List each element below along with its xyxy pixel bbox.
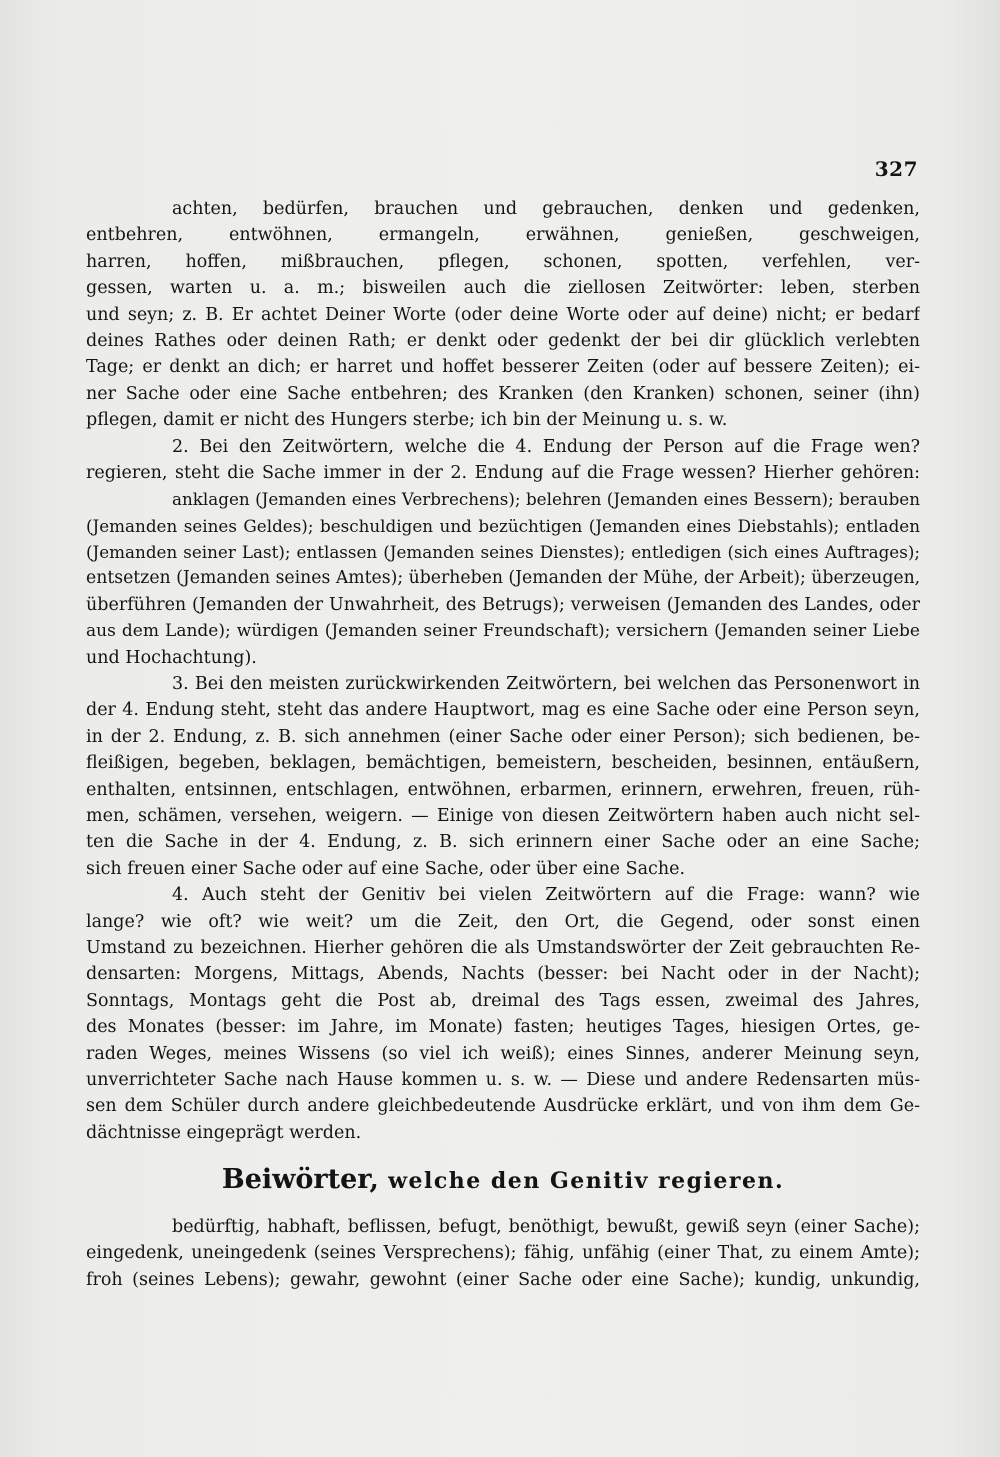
text-line: sich freuen einer Sache oder auf eine Sache, oder über eine Sache. — [86, 858, 686, 879]
section-heading-rest: welche den Genitiv regieren. — [378, 1168, 785, 1195]
text-line: (Jemanden seines Geldes); beschuldigen und bezüchtigen (Jemanden eines Diebstahls); entladen — [86, 515, 920, 536]
text-line: ner Sache oder eine Sache entbehren; des Kranken (den Kranken) schonen, seiner (ihn) — [86, 383, 920, 404]
text-line: (Jemanden seiner Last); entlassen (Jemanden seines Dienstes); entledigen (sich eines Auftrages); — [86, 542, 920, 563]
text-line: unverrichteter Sache nach Hause kommen u. s. w. — Diese und andere Redensarten müs- — [86, 1069, 920, 1090]
text-line: men, schämen, versehen, weigern. — Einige von diesen Zeitwörtern haben auch nicht sel- — [86, 805, 920, 826]
text-line: regieren, steht die Sache immer in der 2. Endung auf die Frage wessen? Hierher gehören: — [86, 462, 920, 483]
text-line: densarten: Morgens, Mittags, Abends, Nachts (besser: bei Nacht oder in der Nacht); — [86, 964, 920, 985]
text-line: in der 2. Endung, z. B. sich annehmen (einer Sache oder einer Person); sich bedienen, be- — [86, 726, 920, 747]
text-line: sen dem Schüler durch andere gleichbedeutende Ausdrücke erklärt, und von ihm dem Ge- — [86, 1096, 920, 1117]
text-line: und Hochachtung). — [86, 647, 257, 668]
text-line: 4. Auch steht der Genitiv bei vielen Zeitwörtern auf die Frage: wann? wie — [172, 885, 920, 906]
text-line: des Monates (besser: im Jahre, im Monate) fasten; heutiges Tages, hiesigen Ortes, ge- — [86, 1017, 920, 1038]
text-line: raden Weges, meines Wissens (so viel ich weiß); eines Sinnes, anderer Meinung seyn, — [86, 1043, 920, 1064]
text-line: gessen, warten u. a. m.; bisweilen auch die ziellosen Zeitwörter: leben, sterben — [86, 278, 920, 299]
paragraph-block — [86, 1214, 920, 1293]
paragraph-block — [86, 196, 920, 1146]
text-line: dächtnisse eingeprägt werden. — [86, 1122, 362, 1143]
text-line: enthalten, entsinnen, entschlagen, entwöhnen, erbarmen, erinnern, erwehren, freuen, rüh- — [86, 779, 920, 800]
text-line: entbehren, entwöhnen, ermangeln, erwähnen, genießen, geschweigen, — [86, 225, 920, 246]
text-line: lange? wie oft? wie weit? um die Zeit, den Ort, die Gegend, oder sonst einen — [86, 911, 920, 932]
page-number: 327 — [874, 157, 918, 181]
text-line: bedürftig, habhaft, beflissen, befugt, benöthigt, bewußt, gewiß seyn (einer Sache); — [172, 1217, 920, 1238]
text-line: der 4. Endung steht, steht das andere Hauptwort, mag es eine Sache oder eine Person seyn, — [86, 700, 920, 721]
text-line: fleißigen, begeben, beklagen, bemächtigen, bemeistern, bescheiden, besinnen, entäußern, — [86, 753, 920, 774]
text-line: ten die Sache in der 4. Endung, z. B. sich erinnern einer Sache oder an eine Sache; — [86, 832, 920, 853]
text-line: entsetzen (Jemanden seines Amtes); überheben (Jemanden der Mühe, der Arbeit); überzeugen, — [86, 568, 920, 589]
text-line: harren, hoffen, mißbrauchen, pflegen, schonen, spotten, verfehlen, ver- — [86, 251, 920, 272]
text-line: froh (seines Lebens); gewahr, gewohnt (einer Sache oder eine Sache); kundig, unkundig, — [86, 1269, 920, 1290]
text-line: aus dem Lande); würdigen (Jemanden seiner Freundschaft); versichern (Jemanden seiner Liebe — [86, 621, 920, 642]
text-line: Sonntags, Montags geht die Post ab, dreimal des Tags essen, zweimal des Jahres, — [86, 990, 920, 1011]
text-line: überführen (Jemanden der Unwahrheit, des Betrugs); verweisen (Jemanden des Landes, oder — [86, 594, 920, 615]
text-line: anklagen (Jemanden eines Verbrechens); belehren (Jemanden eines Bessern); berauben — [172, 489, 920, 510]
text-line: 2. Bei den Zeitwörtern, welche die 4. Endung der Person auf die Frage wen? — [172, 436, 920, 457]
text-line: 3. Bei den meisten zurückwirkenden Zeitwörtern, bei welchen das Personenwort in — [172, 674, 920, 695]
text-line: achten, bedürfen, brauchen und gebrauchen, denken und gedenken, — [172, 199, 920, 219]
section-heading-main: Beiwörter, — [221, 1164, 379, 1196]
body-text — [86, 196, 920, 1293]
section-heading — [86, 1162, 920, 1214]
text-line: und seyn; z. B. Er achtet Deiner Worte (oder deine Worte oder auf deine) nicht; er bedarf — [86, 304, 920, 325]
text-line: Umstand zu bezeichnen. Hierher gehören die als Umstandswörter der Zeit gebrauchten Re- — [86, 937, 920, 958]
text-line: eingedenk, uneingedenk (seines Versprechens); fähig, unfähig (einer That, zu einem Amte); — [86, 1243, 920, 1264]
text-line: pflegen, damit er nicht des Hungers sterbe; ich bin der Meinung u. s. w. — [86, 410, 728, 431]
text-line: Tage; er denkt an dich; er harret und hoffet besserer Zeiten (oder auf bessere Zeiten); ei- — [86, 357, 920, 378]
text-line: deines Rathes oder deinen Rath; er denkt oder gedenkt der bei dir glücklich verlebten — [86, 330, 920, 351]
